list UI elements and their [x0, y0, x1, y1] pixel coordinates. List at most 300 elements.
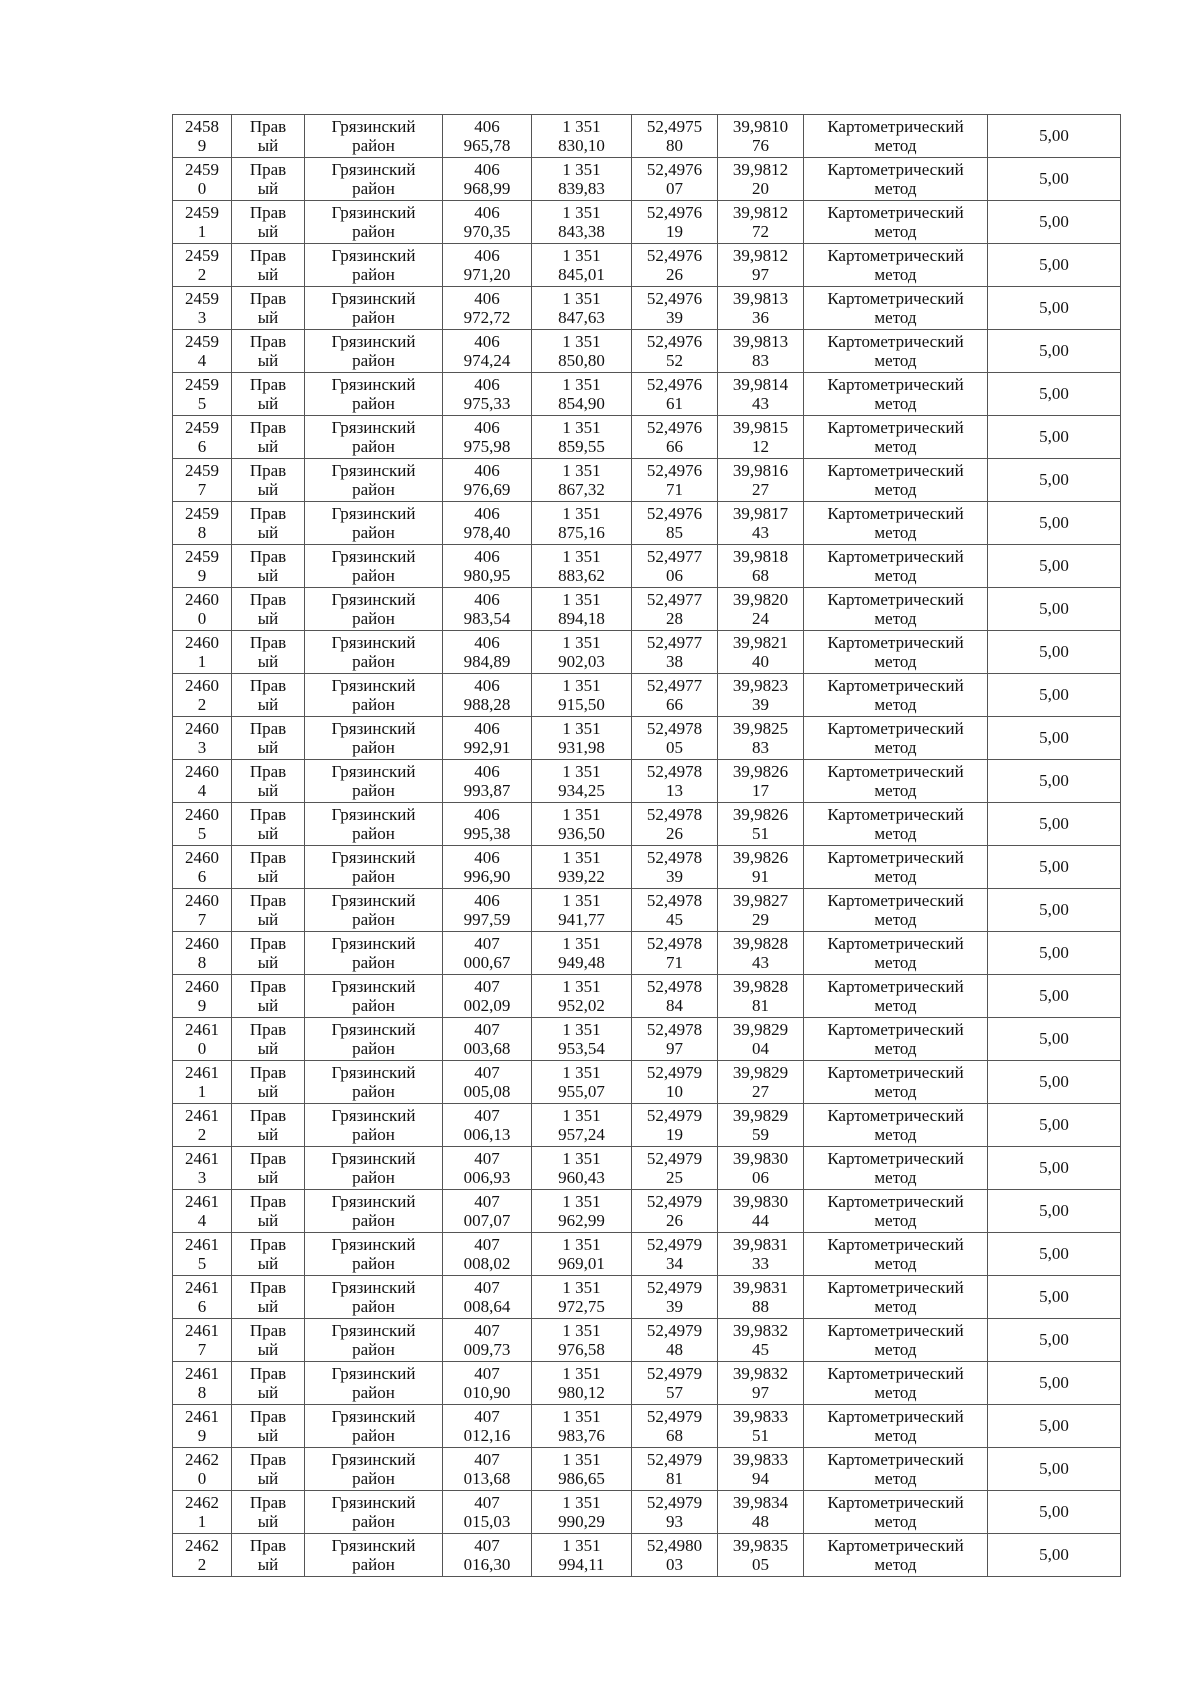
y-coordinate-cell-line: 1 351 [562, 460, 601, 480]
coordinates-table [172, 114, 1121, 1577]
x-coordinate-cell-line: 013,68 [463, 1469, 511, 1488]
latitude-cell-line: 52,4980 [646, 1535, 703, 1555]
district-cell-line: Грязинский [331, 374, 416, 394]
bank-side-cell [232, 158, 305, 201]
bank-side-cell-line: ый [257, 222, 279, 241]
point-number-cell-line: 2459 [185, 245, 219, 265]
district-cell-line: район [352, 996, 395, 1015]
method-cell-line: Картометрический [827, 546, 964, 566]
bank-side-cell-line: Прав [249, 675, 287, 695]
longitude-cell-line: 39,9815 [732, 417, 789, 437]
district-cell-line: Грязинский [331, 1535, 416, 1555]
method-cell [804, 1362, 988, 1405]
bank-side-cell-line: ый [257, 437, 279, 456]
bank-side-cell [232, 545, 305, 588]
district-cell [305, 244, 443, 287]
latitude-cell-line: 52,4979 [646, 1492, 703, 1512]
longitude-cell-line: 83 [752, 351, 769, 370]
x-coordinate-cell [443, 717, 532, 760]
bank-side-cell [232, 631, 305, 674]
latitude-cell-line: 39 [666, 867, 683, 886]
bank-side-cell-line: ый [257, 1340, 279, 1359]
point-number-cell-line: 2462 [185, 1535, 219, 1555]
y-coordinate-cell-line: 1 351 [562, 675, 601, 695]
district-cell-line: район [352, 824, 395, 843]
longitude-cell-line: 59 [752, 1125, 769, 1144]
point-number-cell-line: 2460 [185, 933, 219, 953]
method-cell [804, 502, 988, 545]
latitude-cell [632, 932, 718, 975]
method-cell-line: Картометрический [827, 116, 964, 136]
point-number-cell [173, 803, 232, 846]
method-cell-line: Картометрический [827, 1191, 964, 1211]
x-coordinate-cell [443, 803, 532, 846]
x-coordinate-cell-line: 407 [474, 1535, 500, 1555]
table-row [173, 889, 1121, 932]
x-coordinate-cell-line: 406 [474, 374, 500, 394]
latitude-cell-line: 52,4978 [646, 1019, 703, 1039]
point-number-cell [173, 1491, 232, 1534]
latitude-cell [632, 760, 718, 803]
longitude-cell-line: 81 [752, 996, 769, 1015]
longitude-cell-line: 39,9832 [732, 1363, 789, 1383]
latitude-cell [632, 1319, 718, 1362]
longitude-cell-line: 39,9820 [732, 589, 789, 609]
y-coordinate-cell [532, 975, 632, 1018]
district-cell-line: район [352, 1383, 395, 1402]
latitude-cell-line: 19 [666, 1125, 683, 1144]
y-coordinate-cell-line: 969,01 [558, 1254, 605, 1273]
point-number-cell-line: 7 [197, 480, 207, 499]
bank-side-cell-line: ый [257, 953, 279, 972]
table-row [173, 932, 1121, 975]
latitude-cell-line: 52,4979 [646, 1449, 703, 1469]
district-cell-line: район [352, 695, 395, 714]
district-cell-line: район [352, 437, 395, 456]
y-coordinate-cell-line: 845,01 [558, 265, 605, 284]
x-coordinate-cell-line: 010,90 [463, 1383, 511, 1402]
y-coordinate-cell-line: 1 351 [562, 1449, 601, 1469]
longitude-cell-line: 39 [752, 695, 769, 714]
longitude-cell-line: 39,9826 [732, 761, 789, 781]
longitude-cell [718, 1491, 804, 1534]
x-coordinate-cell-line: 992,91 [463, 738, 511, 757]
bank-side-cell-line: Прав [249, 503, 287, 523]
table-row [173, 760, 1121, 803]
bank-side-cell-line: Прав [249, 546, 287, 566]
bank-side-cell-line: Прав [249, 933, 287, 953]
longitude-cell [718, 1233, 804, 1276]
longitude-cell-line: 97 [752, 1383, 769, 1402]
bank-side-cell [232, 1405, 305, 1448]
method-cell [804, 1405, 988, 1448]
method-cell-line: метод [874, 523, 917, 542]
point-number-cell-line: 0 [197, 1469, 207, 1488]
bank-side-cell-line: Прав [249, 1105, 287, 1125]
bank-side-cell [232, 1233, 305, 1276]
x-coordinate-cell [443, 244, 532, 287]
point-number-cell-line: 2 [197, 1125, 207, 1144]
method-cell-line: метод [874, 1125, 917, 1144]
point-number-cell-line: 2461 [185, 1277, 219, 1297]
y-coordinate-cell [532, 502, 632, 545]
method-cell-line: Картометрический [827, 503, 964, 523]
x-coordinate-cell [443, 545, 532, 588]
x-coordinate-cell [443, 588, 532, 631]
latitude-cell-line: 52,4977 [646, 675, 703, 695]
y-coordinate-cell [532, 1190, 632, 1233]
x-coordinate-cell-line: 406 [474, 503, 500, 523]
longitude-cell-line: 39,9828 [732, 976, 789, 996]
method-cell-line: метод [874, 179, 917, 198]
longitude-cell [718, 803, 804, 846]
y-coordinate-cell-line: 960,43 [558, 1168, 605, 1187]
latitude-cell-line: 84 [666, 996, 683, 1015]
x-coordinate-cell [443, 1190, 532, 1233]
x-coordinate-cell-line: 988,28 [463, 695, 511, 714]
point-number-cell-line: 2461 [185, 1406, 219, 1426]
accuracy-cell: 5,00 [988, 803, 1121, 846]
point-number-cell-line: 2461 [185, 1234, 219, 1254]
latitude-cell-line: 52 [666, 351, 683, 370]
method-cell-line: Картометрический [827, 718, 964, 738]
x-coordinate-cell-line: 406 [474, 116, 500, 136]
longitude-cell-line: 43 [752, 953, 769, 972]
x-coordinate-cell [443, 158, 532, 201]
x-coordinate-cell [443, 459, 532, 502]
accuracy-cell: 5,00 [988, 1405, 1121, 1448]
bank-side-cell-line: Прав [249, 116, 287, 136]
method-cell [804, 287, 988, 330]
method-cell [804, 631, 988, 674]
latitude-cell-line: 52,4978 [646, 718, 703, 738]
bank-side-cell-line: ый [257, 308, 279, 327]
point-number-cell-line: 2462 [185, 1492, 219, 1512]
x-coordinate-cell-line: 407 [474, 1320, 500, 1340]
y-coordinate-cell [532, 717, 632, 760]
latitude-cell-line: 48 [666, 1340, 683, 1359]
point-number-cell-line: 1 [197, 222, 207, 241]
latitude-cell [632, 1018, 718, 1061]
method-cell-line: Картометрический [827, 159, 964, 179]
latitude-cell [632, 1448, 718, 1491]
x-coordinate-cell-line: 974,24 [463, 351, 511, 370]
point-number-cell-line: 2459 [185, 503, 219, 523]
longitude-cell-line: 91 [752, 867, 769, 886]
method-cell-line: метод [874, 1168, 917, 1187]
district-cell [305, 803, 443, 846]
y-coordinate-cell [532, 1233, 632, 1276]
district-cell-line: район [352, 1082, 395, 1101]
point-number-cell [173, 1448, 232, 1491]
bank-side-cell-line: ый [257, 996, 279, 1015]
method-cell [804, 545, 988, 588]
point-number-cell-line: 4 [197, 351, 207, 370]
longitude-cell-line: 39,9813 [732, 331, 789, 351]
point-number-cell-line: 2460 [185, 976, 219, 996]
longitude-cell-line: 39,9821 [732, 632, 789, 652]
table-row [173, 846, 1121, 889]
longitude-cell-line: 39,9816 [732, 460, 789, 480]
accuracy-cell: 5,00 [988, 1276, 1121, 1319]
point-number-cell-line: 2461 [185, 1062, 219, 1082]
point-number-cell [173, 1190, 232, 1233]
accuracy-cell: 5,00 [988, 889, 1121, 932]
longitude-cell-line: 39,9833 [732, 1449, 789, 1469]
bank-side-cell-line: Прав [249, 460, 287, 480]
method-cell-line: метод [874, 1426, 917, 1445]
district-cell-line: Грязинский [331, 632, 416, 652]
method-cell [804, 1491, 988, 1534]
latitude-cell-line: 52,4976 [646, 503, 703, 523]
table-row [173, 1061, 1121, 1104]
district-cell-line: район [352, 1211, 395, 1230]
latitude-cell [632, 545, 718, 588]
point-number-cell-line: 7 [197, 910, 207, 929]
method-cell-line: метод [874, 652, 917, 671]
longitude-cell-line: 39,9813 [732, 288, 789, 308]
longitude-cell-line: 39,9832 [732, 1320, 789, 1340]
district-cell-line: Грязинский [331, 675, 416, 695]
longitude-cell-line: 68 [752, 566, 769, 585]
method-cell-line: метод [874, 480, 917, 499]
latitude-cell-line: 19 [666, 222, 683, 241]
longitude-cell [718, 889, 804, 932]
district-cell-line: Грязинский [331, 933, 416, 953]
table-row [173, 1147, 1121, 1190]
table-row [173, 1362, 1121, 1405]
accuracy-cell: 5,00 [988, 1362, 1121, 1405]
x-coordinate-cell [443, 1491, 532, 1534]
latitude-cell [632, 158, 718, 201]
table-row [173, 1534, 1121, 1577]
method-cell-line: метод [874, 910, 917, 929]
x-coordinate-cell-line: 980,95 [463, 566, 511, 585]
point-number-cell [173, 846, 232, 889]
x-coordinate-cell-line: 406 [474, 460, 500, 480]
point-number-cell-line: 3 [197, 308, 207, 327]
longitude-cell [718, 717, 804, 760]
latitude-cell-line: 52,4978 [646, 890, 703, 910]
district-cell [305, 373, 443, 416]
district-cell [305, 1405, 443, 1448]
longitude-cell-line: 39,9812 [732, 245, 789, 265]
latitude-cell-line: 52,4978 [646, 804, 703, 824]
district-cell-line: Грязинский [331, 460, 416, 480]
method-cell-line: Картометрический [827, 589, 964, 609]
longitude-cell-line: 39,9810 [732, 116, 789, 136]
y-coordinate-cell-line: 934,25 [558, 781, 605, 800]
y-coordinate-cell-line: 915,50 [558, 695, 605, 714]
longitude-cell [718, 1534, 804, 1577]
district-cell [305, 1491, 443, 1534]
x-coordinate-cell-line: 978,40 [463, 523, 511, 542]
method-cell-line: Картометрический [827, 1148, 964, 1168]
y-coordinate-cell-line: 1 351 [562, 288, 601, 308]
point-number-cell [173, 932, 232, 975]
x-coordinate-cell [443, 330, 532, 373]
latitude-cell [632, 1362, 718, 1405]
bank-side-cell-line: ый [257, 1383, 279, 1402]
latitude-cell-line: 34 [666, 1254, 683, 1273]
point-number-cell-line: 1 [197, 1512, 207, 1531]
x-coordinate-cell-line: 407 [474, 1406, 500, 1426]
x-coordinate-cell [443, 1405, 532, 1448]
district-cell-line: Грязинский [331, 1019, 416, 1039]
y-coordinate-cell [532, 115, 632, 158]
y-coordinate-cell-line: 1 351 [562, 417, 601, 437]
bank-side-cell-line: Прав [249, 374, 287, 394]
x-coordinate-cell-line: 976,69 [463, 480, 511, 499]
y-coordinate-cell-line: 830,10 [558, 136, 605, 155]
district-cell-line: район [352, 179, 395, 198]
bank-side-cell-line: Прав [249, 890, 287, 910]
latitude-cell-line: 52,4979 [646, 1320, 703, 1340]
y-coordinate-cell-line: 976,58 [558, 1340, 605, 1359]
district-cell-line: Грязинский [331, 976, 416, 996]
latitude-cell-line: 52,4976 [646, 460, 703, 480]
point-number-cell [173, 1061, 232, 1104]
y-coordinate-cell [532, 1147, 632, 1190]
latitude-cell-line: 03 [666, 1555, 683, 1574]
x-coordinate-cell-line: 406 [474, 761, 500, 781]
y-coordinate-cell [532, 631, 632, 674]
longitude-cell-line: 39,9833 [732, 1406, 789, 1426]
district-cell [305, 201, 443, 244]
bank-side-cell-line: Прав [249, 1148, 287, 1168]
latitude-cell-line: 10 [666, 1082, 683, 1101]
point-number-cell-line: 8 [197, 523, 207, 542]
y-coordinate-cell [532, 803, 632, 846]
bank-side-cell [232, 244, 305, 287]
table-row [173, 502, 1121, 545]
latitude-cell-line: 85 [666, 523, 683, 542]
accuracy-cell: 5,00 [988, 1233, 1121, 1276]
district-cell-line: район [352, 308, 395, 327]
y-coordinate-cell [532, 1104, 632, 1147]
longitude-cell-line: 39,9812 [732, 202, 789, 222]
longitude-cell [718, 502, 804, 545]
y-coordinate-cell-line: 941,77 [558, 910, 605, 929]
x-coordinate-cell-line: 406 [474, 589, 500, 609]
y-coordinate-cell-line: 955,07 [558, 1082, 605, 1101]
longitude-cell [718, 158, 804, 201]
latitude-cell-line: 97 [666, 1039, 683, 1058]
latitude-cell-line: 61 [666, 394, 683, 413]
x-coordinate-cell-line: 407 [474, 1492, 500, 1512]
method-cell-line: Картометрический [827, 1062, 964, 1082]
longitude-cell [718, 1018, 804, 1061]
table-row [173, 975, 1121, 1018]
latitude-cell [632, 330, 718, 373]
longitude-cell [718, 1147, 804, 1190]
district-cell-line: Грязинский [331, 1363, 416, 1383]
latitude-cell [632, 1147, 718, 1190]
bank-side-cell-line: Прав [249, 202, 287, 222]
y-coordinate-cell-line: 1 351 [562, 1062, 601, 1082]
method-cell [804, 459, 988, 502]
x-coordinate-cell-line: 993,87 [463, 781, 511, 800]
bank-side-cell-line: ый [257, 566, 279, 585]
bank-side-cell-line: ый [257, 910, 279, 929]
table-row [173, 803, 1121, 846]
x-coordinate-cell [443, 1276, 532, 1319]
point-number-cell [173, 1405, 232, 1448]
accuracy-cell: 5,00 [988, 932, 1121, 975]
latitude-cell-line: 52,4976 [646, 288, 703, 308]
latitude-cell-line: 05 [666, 738, 683, 757]
latitude-cell-line: 52,4976 [646, 417, 703, 437]
latitude-cell [632, 803, 718, 846]
bank-side-cell-line: Прав [249, 589, 287, 609]
latitude-cell [632, 416, 718, 459]
bank-side-cell [232, 1147, 305, 1190]
longitude-cell-line: 39,9835 [732, 1535, 789, 1555]
district-cell-line: Грязинский [331, 1148, 416, 1168]
point-number-cell [173, 201, 232, 244]
bank-side-cell [232, 1362, 305, 1405]
latitude-cell-line: 71 [666, 480, 683, 499]
longitude-cell-line: 40 [752, 652, 769, 671]
point-number-cell [173, 459, 232, 502]
longitude-cell [718, 330, 804, 373]
point-number-cell-line: 1 [197, 652, 207, 671]
district-cell-line: район [352, 910, 395, 929]
accuracy-cell: 5,00 [988, 287, 1121, 330]
y-coordinate-cell-line: 1 351 [562, 804, 601, 824]
method-cell-line: Картометрический [827, 1234, 964, 1254]
x-coordinate-cell-line: 008,02 [463, 1254, 511, 1273]
bank-side-cell [232, 287, 305, 330]
point-number-cell [173, 1104, 232, 1147]
latitude-cell [632, 1276, 718, 1319]
bank-side-cell [232, 588, 305, 631]
district-cell-line: Грязинский [331, 503, 416, 523]
x-coordinate-cell-line: 406 [474, 159, 500, 179]
method-cell-line: метод [874, 222, 917, 241]
method-cell-line: метод [874, 1039, 917, 1058]
point-number-cell [173, 1362, 232, 1405]
longitude-cell [718, 1405, 804, 1448]
table-row [173, 201, 1121, 244]
point-number-cell-line: 2 [197, 695, 207, 714]
district-cell-line: район [352, 480, 395, 499]
district-cell-line: район [352, 1512, 395, 1531]
x-coordinate-cell [443, 115, 532, 158]
y-coordinate-cell [532, 545, 632, 588]
longitude-cell-line: 36 [752, 308, 769, 327]
district-cell [305, 1104, 443, 1147]
latitude-cell [632, 588, 718, 631]
point-number-cell-line: 2459 [185, 460, 219, 480]
method-cell-line: Картометрический [827, 331, 964, 351]
x-coordinate-cell [443, 1233, 532, 1276]
y-coordinate-cell [532, 889, 632, 932]
district-cell [305, 1190, 443, 1233]
method-cell-line: Картометрический [827, 1105, 964, 1125]
method-cell-line: метод [874, 566, 917, 585]
district-cell [305, 158, 443, 201]
latitude-cell-line: 52,4979 [646, 1191, 703, 1211]
accuracy-cell: 5,00 [988, 1147, 1121, 1190]
method-cell [804, 674, 988, 717]
method-cell-line: метод [874, 308, 917, 327]
method-cell [804, 846, 988, 889]
accuracy-cell: 5,00 [988, 373, 1121, 416]
method-cell-line: метод [874, 1469, 917, 1488]
latitude-cell-line: 26 [666, 1211, 683, 1230]
point-number-cell [173, 373, 232, 416]
